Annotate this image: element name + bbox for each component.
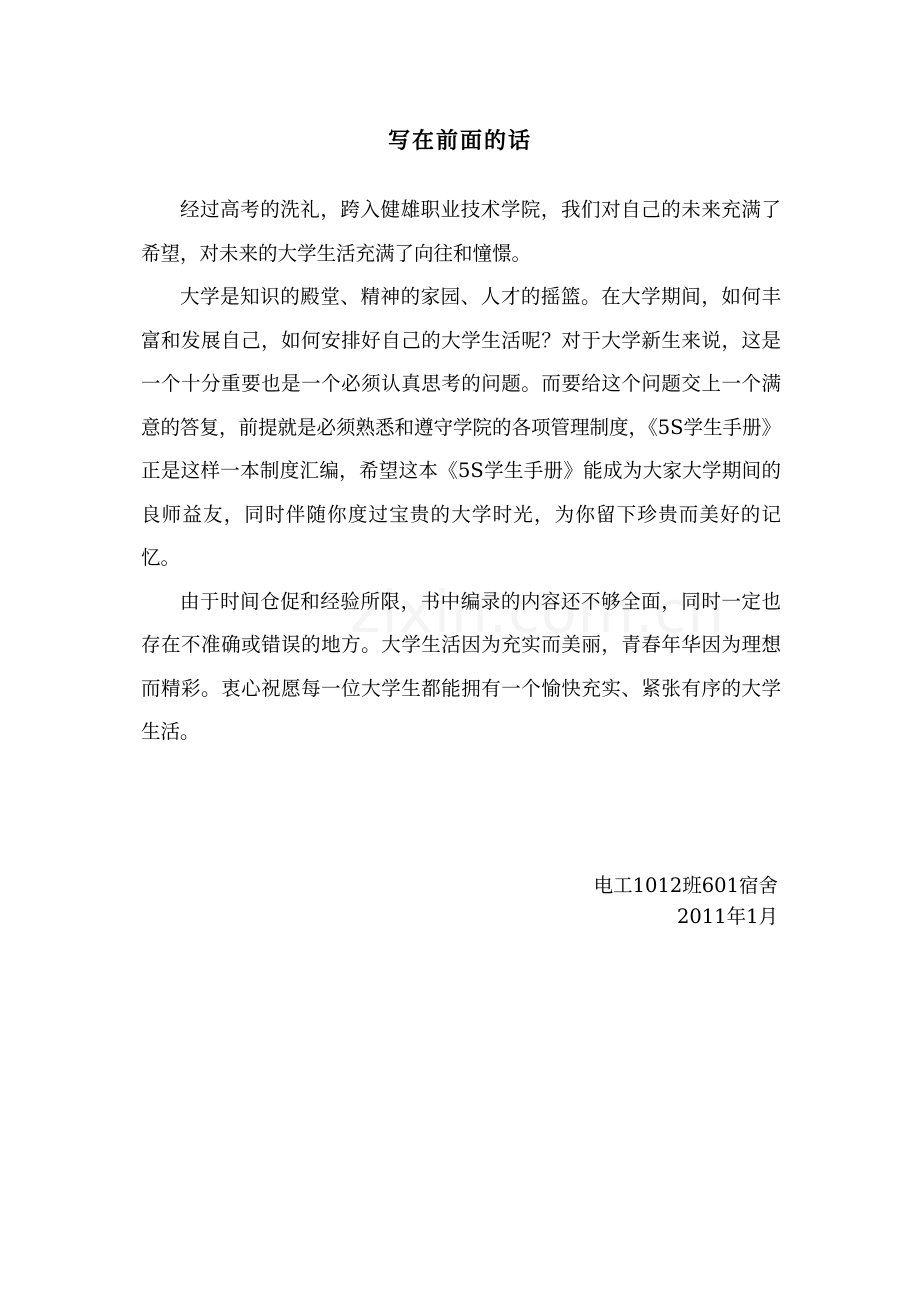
paragraph-1: 经过高考的洗礼，跨入健雄职业技术学院，我们对自己的未来充满了希望，对未来的大学生活充满了向往和憧憬。	[141, 198, 781, 265]
page-title: 写在前面的话	[387, 128, 532, 154]
signature-block	[594, 870, 778, 932]
body-text	[141, 188, 781, 754]
signature-date: 2011年1月	[676, 905, 778, 928]
paragraph-2: 大学是知识的殿堂、精神的家园、人才的摇篮。在大学期间，如何丰富和发展自己，如何安排好自己的大学生活呢？对于大学新生来说，这是一个十分重要也是一个必须认真思考的问题。而要给这个问题交上一个满意的答复，前提就是必须熟悉和遵守学院的各项管理制度，《5S学生手册》正是这样一本制度汇编，希望这本《5S学生手册》能成为大家大学期间的良师益友，同时伴随你度过宝贵的大学时光，为你留下珍贵而美好的记忆。	[141, 285, 782, 569]
paragraph-3: 由于时间仓促和经验所限，书中编录的内容还不够全面，同时一定也存在不准确或错误的地方。大学生活因为充实而美丽，青春年华因为理想而精彩。衷心祝愿每一位大学生都能拥有一个愉快充实、紧张有序的大学生活。	[141, 589, 781, 743]
signature-author: 电工1012班601宿舍	[593, 874, 778, 897]
